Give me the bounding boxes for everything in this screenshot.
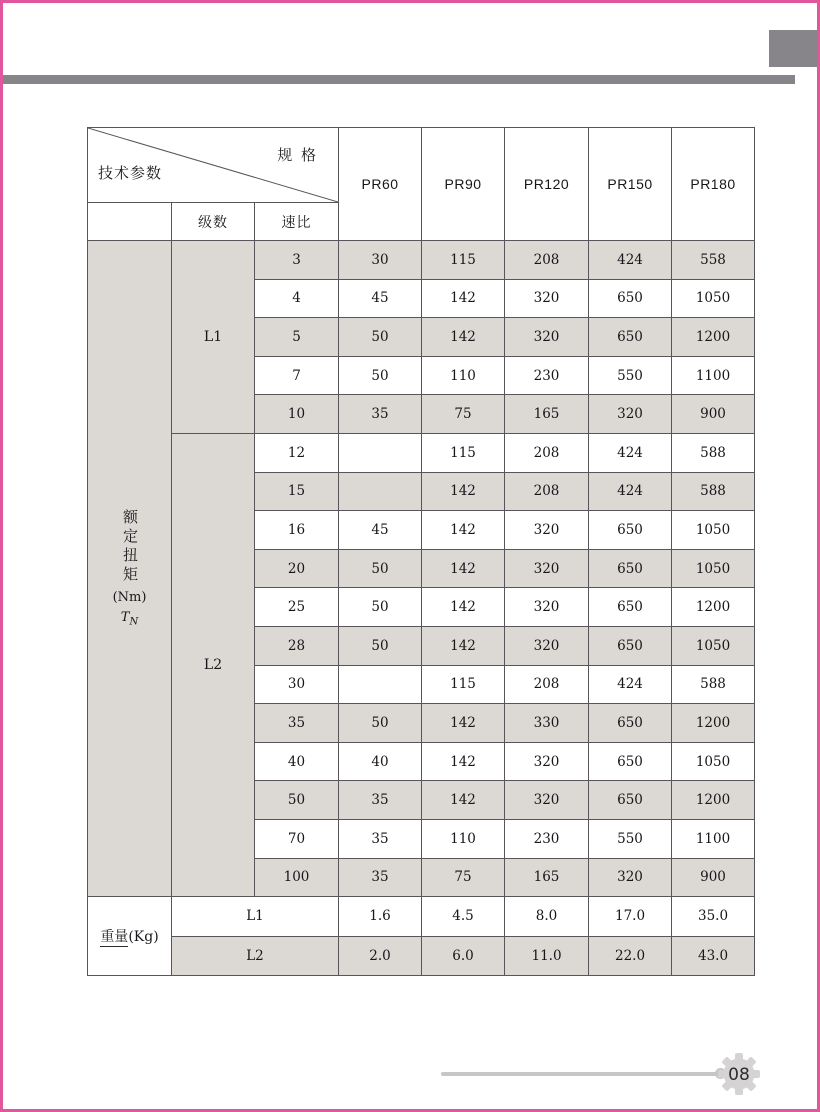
weight-unit: (Kg) — [128, 929, 159, 946]
ratio-cell: 100 — [255, 858, 339, 897]
value-cell: 115 — [422, 433, 505, 472]
value-cell: 50 — [339, 626, 422, 665]
value-cell: 115 — [422, 665, 505, 704]
column-header-pr90: PR90 — [422, 128, 505, 241]
value-cell: 142 — [422, 549, 505, 588]
spec-table — [87, 127, 755, 976]
page-number: 08 — [728, 1065, 750, 1085]
value-cell: 165 — [505, 395, 589, 434]
value-cell: 1200 — [672, 704, 755, 743]
weight-stage-l1: L1 — [172, 897, 339, 937]
value-cell: 208 — [505, 241, 589, 280]
value-cell: 50 — [339, 356, 422, 395]
ratio-cell: 10 — [255, 395, 339, 434]
value-cell: 1100 — [672, 356, 755, 395]
value-cell: 320 — [505, 279, 589, 318]
value-cell: 110 — [422, 356, 505, 395]
value-cell — [339, 665, 422, 704]
value-cell: 50 — [339, 549, 422, 588]
value-cell: 208 — [505, 472, 589, 511]
value-cell: 142 — [422, 318, 505, 357]
value-cell: 75 — [422, 395, 505, 434]
value-cell: 650 — [589, 626, 672, 665]
value-cell: 320 — [505, 511, 589, 550]
value-cell: 650 — [589, 742, 672, 781]
value-cell: 50 — [339, 704, 422, 743]
value-cell: 650 — [589, 781, 672, 820]
ratio-cell: 30 — [255, 665, 339, 704]
ratio-cell: 16 — [255, 511, 339, 550]
value-cell: 1050 — [672, 549, 755, 588]
value-cell: 115 — [422, 241, 505, 280]
value-cell: 550 — [589, 356, 672, 395]
value-cell: 1050 — [672, 742, 755, 781]
value-cell: 900 — [672, 858, 755, 897]
value-cell: 6.0 — [422, 936, 505, 976]
ratio-cell: 25 — [255, 588, 339, 627]
value-cell: 320 — [505, 318, 589, 357]
value-cell: 35 — [339, 395, 422, 434]
torque-symbol: $T_N$ — [120, 610, 139, 628]
value-cell: 43.0 — [672, 936, 755, 976]
value-cell: 35 — [339, 858, 422, 897]
value-cell: 424 — [589, 472, 672, 511]
value-cell: 17.0 — [589, 897, 672, 937]
value-cell: 320 — [589, 395, 672, 434]
ratio-cell: 7 — [255, 356, 339, 395]
value-cell: 1200 — [672, 318, 755, 357]
torque-label-cell — [88, 241, 172, 897]
value-cell: 8.0 — [505, 897, 589, 937]
header-rule-bar — [3, 75, 795, 84]
column-header-pr60: PR60 — [339, 128, 422, 241]
value-cell: 558 — [672, 241, 755, 280]
value-cell — [339, 472, 422, 511]
value-cell: 2.0 — [339, 936, 422, 976]
ratio-cell: 50 — [255, 781, 339, 820]
value-cell: 1100 — [672, 819, 755, 858]
ratio-cell: 28 — [255, 626, 339, 665]
stages-header: 级数 — [172, 203, 255, 241]
value-cell: 40 — [339, 742, 422, 781]
value-cell: 75 — [422, 858, 505, 897]
value-cell: 588 — [672, 665, 755, 704]
value-cell: 230 — [505, 819, 589, 858]
value-cell: 208 — [505, 665, 589, 704]
value-cell: 35 — [339, 819, 422, 858]
value-cell: 4.5 — [422, 897, 505, 937]
value-cell: 50 — [339, 588, 422, 627]
value-cell: 1200 — [672, 588, 755, 627]
ratio-cell: 40 — [255, 742, 339, 781]
value-cell: 35 — [339, 781, 422, 820]
value-cell: 320 — [505, 626, 589, 665]
table-row — [88, 241, 755, 280]
value-cell: 142 — [422, 626, 505, 665]
value-cell: 550 — [589, 819, 672, 858]
value-cell: 320 — [505, 742, 589, 781]
value-cell: 330 — [505, 704, 589, 743]
stage-cell-l1: L1 — [172, 241, 255, 434]
value-cell: 650 — [589, 511, 672, 550]
table-row — [88, 433, 755, 472]
gear-icon — [717, 1052, 761, 1096]
value-cell: 650 — [589, 704, 672, 743]
value-cell: 35.0 — [672, 897, 755, 937]
corner-decoration-square — [769, 30, 817, 67]
value-cell: 45 — [339, 511, 422, 550]
ratio-cell: 20 — [255, 549, 339, 588]
value-cell: 165 — [505, 858, 589, 897]
ratio-header: 速比 — [255, 203, 339, 241]
value-cell: 1.6 — [339, 897, 422, 937]
column-header-pr150: PR150 — [589, 128, 672, 241]
column-header-pr120: PR120 — [505, 128, 589, 241]
ratio-cell: 12 — [255, 433, 339, 472]
value-cell: 424 — [589, 665, 672, 704]
value-cell: 50 — [339, 318, 422, 357]
value-cell: 142 — [422, 781, 505, 820]
value-cell: 424 — [589, 241, 672, 280]
value-cell: 320 — [505, 588, 589, 627]
value-cell: 230 — [505, 356, 589, 395]
value-cell: 45 — [339, 279, 422, 318]
value-cell: 1050 — [672, 626, 755, 665]
weight-row — [88, 936, 755, 976]
value-cell — [339, 433, 422, 472]
value-cell: 1200 — [672, 781, 755, 820]
value-cell: 142 — [422, 279, 505, 318]
value-cell: 1050 — [672, 511, 755, 550]
corner-top-label: 规 格 — [277, 146, 319, 164]
value-cell: 142 — [422, 472, 505, 511]
weight-label-cell — [88, 897, 172, 976]
value-cell: 110 — [422, 819, 505, 858]
ratio-cell: 5 — [255, 318, 339, 357]
value-cell: 320 — [505, 781, 589, 820]
value-cell: 588 — [672, 433, 755, 472]
value-cell: 650 — [589, 549, 672, 588]
stage-cell-l2: L2 — [172, 433, 255, 896]
ratio-cell: 15 — [255, 472, 339, 511]
value-cell: 650 — [589, 318, 672, 357]
value-cell: 11.0 — [505, 936, 589, 976]
ratio-cell: 4 — [255, 279, 339, 318]
value-cell: 142 — [422, 588, 505, 627]
table-header-row — [88, 128, 755, 203]
value-cell: 424 — [589, 433, 672, 472]
ratio-cell: 35 — [255, 704, 339, 743]
weight-stage-l2: L2 — [172, 936, 339, 976]
ratio-cell: 3 — [255, 241, 339, 280]
torque-unit: (Nm) — [112, 590, 147, 606]
weight-row — [88, 897, 755, 937]
value-cell: 142 — [422, 511, 505, 550]
value-cell: 650 — [589, 279, 672, 318]
value-cell: 30 — [339, 241, 422, 280]
weight-label: 重量 — [100, 929, 129, 946]
value-cell: 588 — [672, 472, 755, 511]
value-cell: 208 — [505, 433, 589, 472]
ratio-cell: 70 — [255, 819, 339, 858]
value-cell: 650 — [589, 588, 672, 627]
torque-label-vertical: 额定扭矩 — [121, 509, 139, 586]
value-cell: 22.0 — [589, 936, 672, 976]
value-cell: 320 — [505, 549, 589, 588]
value-cell: 320 — [589, 858, 672, 897]
value-cell: 142 — [422, 704, 505, 743]
value-cell: 900 — [672, 395, 755, 434]
spec-table-container — [87, 127, 755, 976]
corner-bottom-label: 技术参数 — [98, 164, 163, 182]
footer-rule-line — [441, 1072, 719, 1076]
empty-header-cell — [88, 203, 172, 241]
value-cell: 1050 — [672, 279, 755, 318]
column-header-pr180: PR180 — [672, 128, 755, 241]
table-corner-cell — [88, 128, 339, 203]
value-cell: 142 — [422, 742, 505, 781]
